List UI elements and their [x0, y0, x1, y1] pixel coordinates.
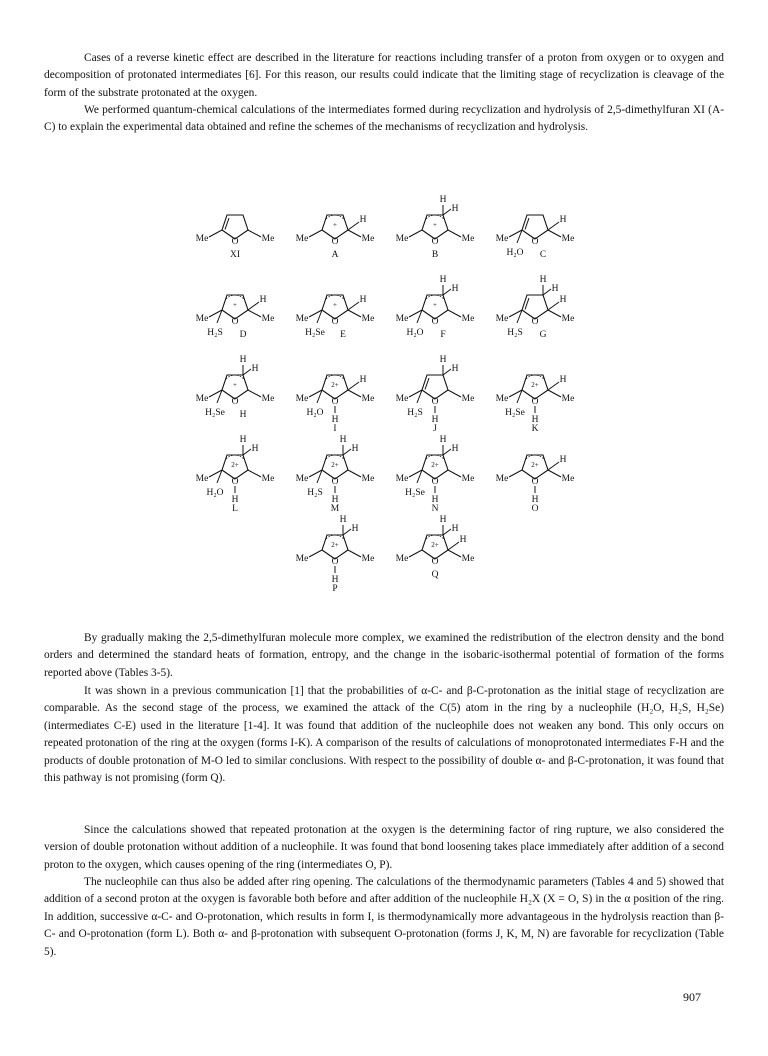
hydrogen-label: H — [459, 535, 467, 545]
paragraph-2: We performed quantum-chemical calculations of the intermediates formed during recyclization and hydrolysis of 2,5-dimethylfuran XI (A-C) to explain the experimental data obtained and refine the schemes of the mechanisms of recyclization and hydrolysis. — [44, 104, 724, 134]
oxygen-label: O — [431, 237, 439, 247]
methyl-bond — [409, 550, 422, 557]
structure-j — [396, 355, 475, 434]
hydrogen-label: H — [339, 435, 347, 445]
charge-label: + — [233, 301, 237, 309]
charge-label: 2+ — [331, 381, 339, 389]
oxygen-label: O — [431, 557, 439, 567]
methyl-label: Me — [361, 234, 375, 244]
delocalized-bond — [226, 375, 244, 379]
structure-q — [396, 515, 475, 580]
h-bond — [243, 449, 251, 455]
charge-label: + — [333, 221, 337, 229]
h-bond — [548, 462, 559, 470]
structure-e — [296, 295, 375, 340]
hydrogen-label: H — [351, 524, 359, 534]
delocalized-bond — [226, 455, 244, 459]
paragraph-6: The nucleophile can thus also be added after ring opening. The calculations of the thermodynamic parameters (Tables 4 and 5) showed that addition of a second proton at the oxygen is favorable both before and after addition of the nucleophile H₂X (X = O, S) in the α position of the ring. In addition, successive α-C- and O-protonation, which results in form I, is thermodynamically more advantageous in the hydrolysis reaction than β-C- and O-protonation (form L). Both α- and β-protonation with subsequent O-protonation (forms J, K, M, N) are favorable for recyclization (Table 5). — [44, 876, 724, 958]
methyl-label: Me — [195, 394, 209, 404]
delocalized-bond — [326, 375, 344, 379]
hydrogen-label: H — [439, 435, 447, 445]
form-label: K — [531, 424, 539, 434]
hydrogen-label: H — [451, 524, 459, 534]
nucleophile-label: H₂O — [406, 328, 424, 338]
delocalized-bond — [526, 455, 544, 459]
nucleophile-label: H₂Se — [205, 408, 225, 418]
methyl-bond — [348, 470, 361, 477]
nucleophile-label: H₂O — [506, 248, 524, 258]
delocalized-bond — [426, 455, 444, 459]
methyl-label: Me — [295, 394, 309, 404]
hydrogen-label: H — [331, 495, 339, 505]
methyl-label: Me — [461, 474, 475, 484]
oxygen-label: O — [231, 237, 239, 247]
structure-g — [496, 275, 575, 340]
hydrogen-label: H — [439, 515, 447, 525]
methyl-bond — [348, 230, 361, 237]
h-bond — [443, 529, 451, 535]
h-bond — [443, 449, 451, 455]
charge-label: 2+ — [231, 461, 239, 469]
form-label: Q — [431, 570, 439, 580]
h-bond — [248, 302, 259, 310]
form-label: D — [239, 330, 247, 340]
h-bond — [548, 302, 559, 310]
oxygen-label: O — [331, 237, 339, 247]
form-label: O — [531, 504, 539, 514]
oxygen-label: O — [531, 317, 539, 327]
paragraph-5: Since the calculations showed that repeated protonation at the oxygen is the determining factor of ring rupture, we also considered the version of double protonation without addition of a nucleophile. It was found that bond loosening takes place immediately after addition of a second proton to the oxygen, which causes opening of the ring (intermediates O, P). — [44, 824, 724, 871]
delocalized-bond — [426, 215, 444, 219]
hydrogen-label: H — [531, 495, 539, 505]
charge-label: 2+ — [431, 541, 439, 549]
nucleophile-label: H₂S — [507, 328, 523, 338]
methyl-label: Me — [561, 394, 575, 404]
methyl-label: Me — [461, 234, 475, 244]
structure-n — [396, 435, 475, 514]
charge-label: 2+ — [331, 541, 339, 549]
hydrogen-label: H — [359, 375, 367, 385]
charge-label: + — [433, 301, 437, 309]
h-bond — [543, 289, 551, 295]
oxygen-label: O — [331, 317, 339, 327]
nucleophile-label: H₂S — [207, 328, 223, 338]
form-label: E — [340, 330, 346, 340]
delocalized-bond — [226, 295, 244, 299]
structure-b — [396, 195, 475, 260]
methyl-label: Me — [295, 234, 309, 244]
form-label: L — [232, 504, 238, 514]
methyl-label: Me — [295, 554, 309, 564]
oxygen-label: O — [331, 397, 339, 407]
hydrogen-label: H — [351, 444, 359, 454]
oxygen-label: O — [531, 397, 539, 407]
oxygen-label: O — [531, 477, 539, 487]
methyl-label: Me — [561, 314, 575, 324]
hydrogen-label: H — [239, 435, 247, 445]
h-bond — [443, 369, 451, 375]
delocalized-bond — [426, 295, 444, 299]
h-bond — [348, 302, 359, 310]
methyl-bond — [548, 390, 561, 397]
structure-xi — [196, 215, 275, 260]
methyl-bond — [448, 550, 461, 557]
oxygen-label: O — [331, 477, 339, 487]
oxygen-label: O — [231, 397, 239, 407]
delocalized-bond — [326, 295, 344, 299]
methyl-label: Me — [495, 394, 509, 404]
h-bond — [348, 382, 359, 390]
oxygen-label: O — [331, 557, 339, 567]
hydrogen-label: H — [359, 295, 367, 305]
form-label: A — [331, 250, 339, 260]
methyl-label: Me — [395, 554, 409, 564]
paragraph-1: Cases of a reverse kinetic effect are described in the literature for reactions including transfer of a proton from oxygen or to oxygen and decomposition of protonated intermediates [6]. For this reason, our results could indicate that the limiting stage of recyclization is cleavage of the form of the substrate protonated at the oxygen. — [44, 52, 724, 99]
methyl-label: Me — [361, 394, 375, 404]
paragraph-4: It was shown in a previous communication [1] that the probabilities of α-C- and β-C-protonation as the initial stage of recyclization are comparable. As the second stage of the process, we examined the attack of the C(5) atom in the ring by a nucleophile (H₂O, H₂S, H₂Se) (intermediates C-E) used in the literature [1-4]. It was found that addition of the nucleophile does not weaken any bond. This only occurs on repeated protonation of the ring at the oxygen (forms I-K). A comparison of the results of calculations of monoprotonated intermediates F-H and the products of double protonation of M-O led to similar conclusions. With respect to the possibility of double α- and β-C-protonation, it was found that this pathway is not promising (form Q). — [44, 685, 724, 785]
form-label: I — [333, 424, 337, 434]
methyl-bond — [348, 550, 361, 557]
structure-a — [296, 215, 375, 260]
methyl-label: Me — [195, 314, 209, 324]
nucleophile-label: H₂S — [307, 488, 323, 498]
hydrogen-label: H — [251, 364, 259, 374]
page-number: 907 — [683, 990, 701, 1004]
hydrogen-label: H — [451, 444, 459, 454]
structure-c — [496, 215, 575, 260]
oxygen-label: O — [431, 317, 439, 327]
oxygen-label: O — [431, 477, 439, 487]
methyl-bond — [548, 470, 561, 477]
hydrogen-label: H — [559, 215, 567, 225]
h-bond — [448, 542, 459, 550]
form-label: M — [330, 504, 340, 514]
methyl-bond — [248, 470, 261, 477]
delocalized-bond — [326, 535, 344, 539]
methyl-bond — [448, 390, 461, 397]
hydrogen-label: H — [331, 415, 339, 425]
methyl-bond — [309, 230, 322, 237]
form-label: F — [440, 330, 446, 340]
hydrogen-label: H — [531, 415, 539, 425]
hydrogen-label: H — [439, 195, 447, 205]
hydrogen-label: H — [451, 284, 459, 294]
methyl-bond — [448, 230, 461, 237]
h-bond — [443, 289, 451, 295]
methyl-label: Me — [361, 474, 375, 484]
hydrogen-label: H — [439, 355, 447, 365]
structure-i — [296, 375, 375, 434]
delocalized-bond — [426, 535, 444, 539]
methyl-label: Me — [261, 394, 275, 404]
oxygen-label: O — [231, 317, 239, 327]
nucleophile-label: H₂Se — [505, 408, 525, 418]
nucleophile-label: H₂O — [206, 488, 224, 498]
form-label: P — [332, 584, 338, 594]
structure-m — [296, 435, 375, 514]
charge-label: + — [433, 221, 437, 229]
methyl-label: Me — [561, 234, 575, 244]
charge-label: + — [233, 381, 237, 389]
form-label: C — [539, 250, 547, 260]
form-label: B — [431, 250, 439, 260]
charge-label: 2+ — [531, 461, 539, 469]
hydrogen-label: H — [451, 364, 459, 374]
hydrogen-label: H — [431, 495, 439, 505]
hydrogen-label: H — [431, 415, 439, 425]
methyl-label: Me — [395, 474, 409, 484]
hydrogen-label: H — [539, 275, 547, 285]
hydrogen-label: H — [259, 295, 267, 305]
methyl-bond — [448, 470, 461, 477]
methyl-bond — [509, 470, 522, 477]
structure-f — [396, 275, 475, 340]
methyl-bond — [548, 230, 561, 237]
h-bond — [443, 209, 451, 215]
oxygen-label: O — [431, 397, 439, 407]
h-bond — [548, 222, 559, 230]
methyl-bond — [548, 310, 561, 317]
methyl-bond — [248, 390, 261, 397]
nucleophile-label: H₂O — [306, 408, 324, 418]
charge-label: + — [333, 301, 337, 309]
methyl-bond — [209, 230, 222, 237]
methyl-label: Me — [461, 554, 475, 564]
structure-o — [496, 455, 575, 514]
hydrogen-label: H — [551, 284, 559, 294]
structure-l — [196, 435, 275, 514]
methyl-label: Me — [495, 474, 509, 484]
paragraph-3: By gradually making the 2,5-dimethylfuran molecule more complex, we examined the redistribution of the electron density and the bond orders and determined the standard heats of formation, entropy, and the change in the isobaric-isothermal potential of formation of the forms reported above (Tables 3-5). — [44, 632, 724, 679]
methyl-label: Me — [395, 394, 409, 404]
delocalized-bond — [526, 375, 544, 379]
methyl-label: Me — [261, 234, 275, 244]
reaction-intermediates-figure — [150, 180, 620, 620]
hydrogen-label: H — [359, 215, 367, 225]
methyl-label: Me — [195, 474, 209, 484]
nucleophile-label: H₂Se — [305, 328, 325, 338]
charge-label: 2+ — [531, 381, 539, 389]
charge-label: 2+ — [331, 461, 339, 469]
methyl-label: Me — [261, 474, 275, 484]
methyl-label: Me — [395, 314, 409, 324]
methyl-label: Me — [361, 554, 375, 564]
h-bond — [243, 369, 251, 375]
form-label: H — [239, 410, 247, 420]
methyl-label: Me — [561, 474, 575, 484]
methyl-label: Me — [195, 234, 209, 244]
methyl-bond — [348, 390, 361, 397]
methyl-label: Me — [461, 394, 475, 404]
form-label: XI — [229, 250, 241, 260]
methyl-bond — [348, 310, 361, 317]
methyl-bond — [248, 310, 261, 317]
structure-d — [196, 295, 275, 340]
hydrogen-label: H — [231, 495, 239, 505]
form-label: N — [431, 504, 439, 514]
form-label: G — [539, 330, 547, 340]
h-bond — [548, 382, 559, 390]
delocalized-bond — [326, 455, 344, 459]
hydrogen-label: H — [439, 275, 447, 285]
hydrogen-label: H — [339, 515, 347, 525]
methyl-label: Me — [361, 314, 375, 324]
nucleophile-label: H₂S — [407, 408, 423, 418]
oxygen-label: O — [231, 477, 239, 487]
charge-label: 2+ — [431, 461, 439, 469]
hydrogen-label: H — [331, 575, 339, 585]
methyl-label: Me — [395, 234, 409, 244]
form-label: J — [433, 424, 437, 434]
methyl-label: Me — [295, 474, 309, 484]
methyl-bond — [448, 310, 461, 317]
methyl-bond — [409, 230, 422, 237]
hydrogen-label: H — [451, 204, 459, 214]
hydrogen-label: H — [559, 455, 567, 465]
h-bond — [343, 449, 351, 455]
hydrogen-label: H — [251, 444, 259, 454]
structure-k — [496, 375, 575, 434]
methyl-label: Me — [261, 314, 275, 324]
delocalized-bond — [326, 215, 344, 219]
oxygen-label: O — [531, 237, 539, 247]
methyl-label: Me — [495, 234, 509, 244]
methyl-bond — [248, 230, 261, 237]
methyl-label: Me — [295, 314, 309, 324]
h-bond — [343, 529, 351, 535]
structure-h — [196, 355, 275, 420]
h-bond — [348, 222, 359, 230]
hydrogen-label: H — [559, 375, 567, 385]
nucleophile-label: H₂Se — [405, 488, 425, 498]
hydrogen-label: H — [559, 295, 567, 305]
methyl-bond — [309, 550, 322, 557]
structure-p — [296, 515, 375, 594]
methyl-label: Me — [495, 314, 509, 324]
hydrogen-label: H — [239, 355, 247, 365]
methyl-label: Me — [461, 314, 475, 324]
